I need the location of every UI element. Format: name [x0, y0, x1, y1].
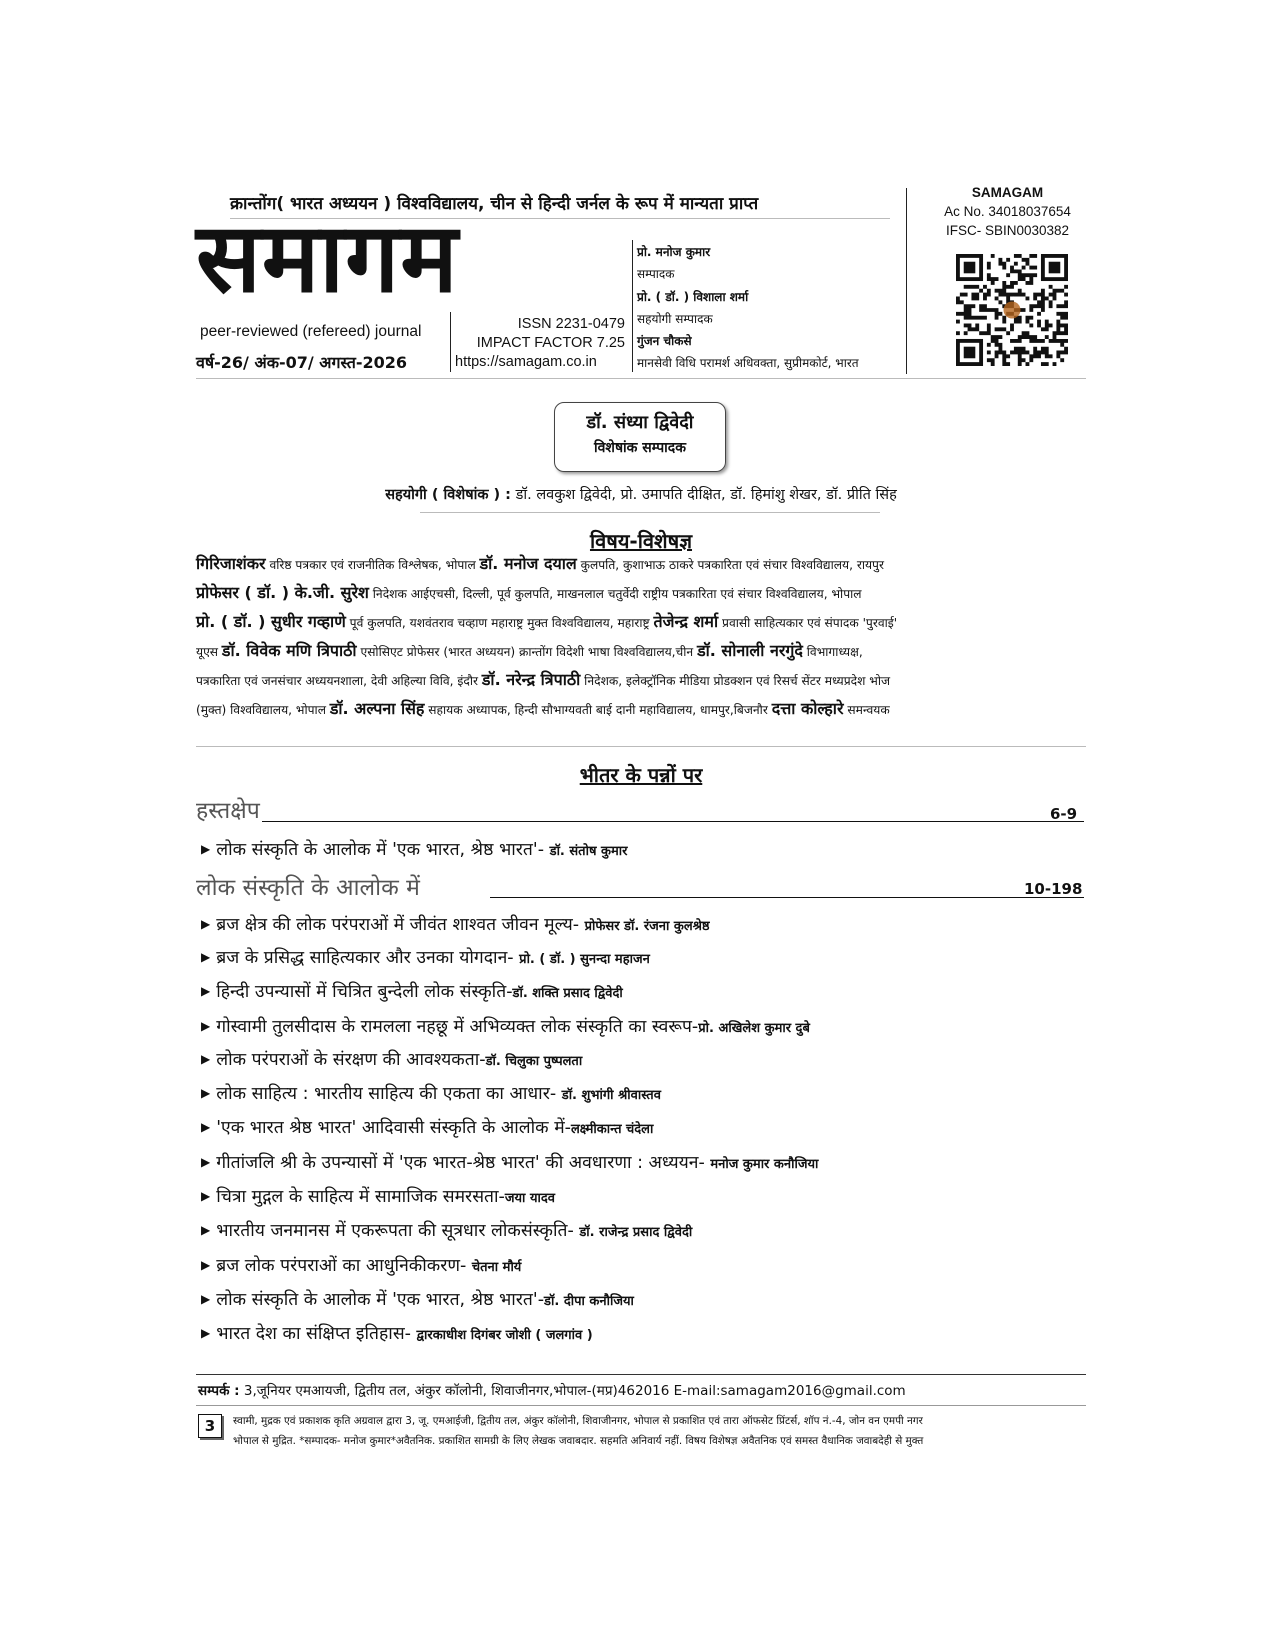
article-title: लोक परंपराओं के संरक्षण की आवश्यकता- [216, 1050, 486, 1070]
special-editor-name: डॉ. संध्या द्विवेदी [586, 412, 694, 433]
contact-address: 3,जूनियर एमआयजी, द्वितीय तल, अंकुर कॉलोनी, शिवाजीनगर,भोपाल-(मप्र)462016 E-mail:samagam2016@gmail.com [239, 1383, 906, 1399]
expert-description: निदेशक आईएचसी, दिल्ली, पूर्व कुलपति, माखनलाल चतुर्वेदी राष्ट्रीय पत्रकारिता एवं संचार विश्वविद्यालय, भोपाल [368, 587, 862, 601]
article-title: ब्रज लोक परंपराओं का आधुनिकीकरण- [216, 1256, 472, 1276]
bullet-triangle-icon: ▶ [201, 1223, 211, 1237]
website-url[interactable]: https://samagam.co.in [455, 354, 597, 370]
article-title: भारतीय जनमानस में एकरूपता की सूत्रधार लोकसंस्कृति- [216, 1221, 580, 1241]
advisor-name: गुंजन चौकसे [637, 334, 692, 349]
section-rule [262, 821, 1084, 822]
expert-name: डॉ. मनोज दयाल [479, 554, 577, 573]
toc-item [201, 979, 623, 1003]
toc-item [201, 1115, 653, 1139]
issn-number: ISSN 2231-0479 [517, 316, 625, 332]
expert-name: डॉ. अल्पना सिंह [329, 699, 425, 718]
toc-item [201, 1287, 634, 1311]
section-title: लोक संस्कृति के आलोक में [196, 875, 420, 901]
bullet-triangle-icon: ▶ [201, 1086, 211, 1100]
article-title: भारत देश का संक्षिप्त इतिहास- [216, 1324, 417, 1344]
bullet-triangle-icon: ▶ [201, 917, 211, 931]
expert-name: डॉ. सोनाली नरगुंदे [697, 641, 803, 660]
article-author: डॉ. दीपा कनौजिया [544, 1294, 634, 1309]
bullet-triangle-icon: ▶ [201, 1326, 211, 1340]
associates-label: सहयोगी ( विशेषांक ) : [385, 487, 511, 503]
bank-details [930, 183, 1085, 240]
article-author: डॉ. संतोष कुमार [549, 844, 628, 859]
contact-divider [196, 1374, 1086, 1375]
toc-item [201, 1047, 582, 1071]
bullet-triangle-icon: ▶ [201, 984, 211, 998]
article-title: हिन्दी उपन्यासों में चित्रित बुन्देली लोक संस्कृति- [216, 982, 513, 1002]
article-title: गोस्वामी तुलसीदास के रामलला नहछू में अभिव्यक्त लोक संस्कृति का स्वरूप- [216, 1017, 699, 1037]
assoc-editor-name: प्रो. ( डॉ. ) विशाला शर्मा [637, 289, 749, 304]
section-pages: 10-198 [1024, 880, 1083, 898]
imprint [233, 1411, 1088, 1451]
expert-description: पत्रकारिता एवं जनसंचार अध्ययनशाला, देवी अहिल्या विवि, इंदौर [196, 674, 482, 688]
toc-item [201, 1218, 692, 1242]
issue-info: वर्ष-26/ अंक-07/ अगस्त-2026 [196, 353, 408, 372]
issn-block [455, 315, 625, 372]
journal-tagline: peer-reviewed (refereed) journal [200, 323, 422, 340]
contents-heading: भीतर के पन्नों पर [579, 763, 703, 787]
footer-divider [196, 1405, 1086, 1406]
expert-description: सहायक अध्यापक, हिन्दी सौभाग्यवती बाई दानी महाविद्यालय, धामपुर,बिजनौर [424, 703, 772, 717]
editor-name: प्रो. मनोज कुमार [637, 245, 711, 259]
masthead-divider [632, 240, 633, 372]
expert-line [196, 607, 1086, 636]
toc-item [201, 1321, 593, 1345]
article-author: चेतना मौर्य [471, 1260, 522, 1275]
contact-label: सम्पर्क : [198, 1383, 240, 1399]
experts-divider [196, 746, 1086, 747]
expert-description: विभागाध्यक्ष, [802, 645, 863, 659]
article-author: प्रो. ( डॉ. ) सुनन्दा महाजन [519, 952, 650, 967]
bullet-triangle-icon: ▶ [201, 1120, 211, 1134]
expert-description: एसोसिएट प्रोफेसर (भारत अध्ययन) क्रान्तोंग विदेशी भाषा विश्वविद्यालय,चीन [356, 645, 698, 659]
bullet-triangle-icon: ▶ [201, 1292, 211, 1306]
section-rule [490, 897, 1084, 898]
bullet-triangle-icon: ▶ [201, 842, 211, 856]
article-author: डॉ. राजेन्द्र प्रसाद द्विवेदी [579, 1225, 693, 1240]
article-author: प्रो. अखिलेश कुमार दुबे [698, 1021, 810, 1036]
toc-item [201, 1014, 810, 1038]
expert-name: डॉ. विवेक मणि त्रिपाठी [221, 641, 357, 660]
assoc-editor-role: सहयोगी सम्पादक [637, 311, 713, 326]
article-title: लोक संस्कृति के आलोक में 'एक भारत, श्रेष्ठ भारत'- [216, 1290, 545, 1310]
toc-item [201, 1150, 818, 1174]
section-pages: 6-9 [1050, 805, 1078, 823]
expert-name: दत्ता कोल्हारे [771, 699, 844, 718]
expert-description: पूर्व कुलपति, यशवंतराव चव्हाण महाराष्ट्र मुक्त विश्वविद्यालय, महाराष्ट्र [345, 616, 654, 630]
expert-description: प्रवासी साहित्यकार एवं संपादक 'पुरवाई' [718, 616, 898, 630]
article-title: 'एक भारत श्रेष्ठ भारत' आदिवासी संस्कृति के आलोक में- [216, 1118, 571, 1138]
article-title: ब्रज के प्रसिद्ध साहित्यकार और उनका योगदान- [216, 948, 520, 968]
article-title: लोक साहित्य : भारतीय साहित्य की एकता का आधार- [216, 1084, 562, 1104]
expert-description: वरिष्ठ पत्रकार एवं राजनीतिक विश्लेषक, भोपाल [265, 558, 480, 572]
toc-item [201, 1184, 555, 1208]
expert-name: प्रो. ( डॉ. ) सुधीर गव्हाणे [196, 612, 346, 631]
expert-line [196, 636, 1086, 665]
expert-line [196, 694, 1086, 723]
article-author: डॉ. शुभांगी श्रीवास्तव [561, 1088, 661, 1103]
special-editor-box [554, 402, 726, 472]
expert-description: (मुक्त) विश्वविद्यालय, भोपाल [196, 703, 330, 717]
article-title: लोक संस्कृति के आलोक में 'एक भारत, श्रेष्ठ भारत'- [216, 840, 550, 860]
recognition-line: क्रान्तोंग( भारत अध्ययन ) विश्वविद्यालय, चीन से हिन्दी जर्नल के रूप में मान्यता प्राप्त [230, 194, 759, 214]
bullet-triangle-icon: ▶ [201, 1019, 211, 1033]
expert-name: तेजेन्द्र शर्मा [653, 612, 719, 631]
bank-ifsc: IFSC- SBIN0030382 [945, 223, 1070, 238]
imprint-line: स्वामी, मुद्रक एवं प्रकाशक कृति अग्रवाल द्वारा 3, जू. एमआईजी, द्वितीय तल, अंकुर कॉलोनी, शिवाजीनगर, भोपाल से प्रकाशित एवं तारा ऑफसेट प्रिंटर्स, शॉप नं.-4, जोन वन एमपी नगर [233, 1415, 923, 1427]
editor-role: सम्पादक [637, 267, 675, 282]
bullet-triangle-icon: ▶ [201, 950, 211, 964]
toc-item [201, 1081, 661, 1105]
bank-name: SAMAGAM [971, 185, 1044, 200]
experts-heading: विषय-विशेषज्ञ [589, 529, 693, 553]
editorial-board [637, 241, 859, 375]
associates-divider [420, 512, 880, 513]
toc-item [201, 912, 710, 936]
expert-description: निदेशक, इलेक्ट्रॉनिक मीडिया प्रोडक्शन एवं रिसर्च सेंटर मध्यप्रदेश भोज [580, 674, 891, 688]
article-author: डॉ. शक्ति प्रसाद द्विवेदी [512, 986, 623, 1001]
bullet-triangle-icon: ▶ [201, 1258, 211, 1272]
article-title: गीतांजलि श्री के उपन्यासों में 'एक भारत-श्रेष्ठ भारत' की अवधारणा : अध्ययन- [216, 1153, 711, 1173]
expert-name: गिरिजाशंकर [196, 554, 266, 573]
expert-line [196, 665, 1086, 694]
article-author: द्वारकाधीश दिगंबर जोशी ( जलगांव ) [416, 1328, 593, 1343]
journal-logo: समागम [196, 202, 459, 314]
advisor-role: मानसेवी विधि परामर्श अधिवक्ता, सुप्रीमकोर्ट, भारत [637, 356, 859, 371]
expert-description: समन्वयक [843, 703, 890, 717]
article-author: लक्ष्मीकान्त चंदेला [570, 1122, 654, 1137]
contact-line [198, 1381, 906, 1399]
expert-description: कुलपति, कुशाभाऊ ठाकरे पत्रकारिता एवं संचार विश्वविद्यालय, रायपुर [576, 558, 884, 572]
page-number: 3 [198, 1414, 222, 1438]
section-title: हस्तक्षेप [196, 798, 260, 824]
article-title: ब्रज क्षेत्र की लोक परंपराओं में जीवंत शाश्वत जीवन मूल्य- [216, 915, 585, 935]
article-author: मनोज कुमार कनौजिया [710, 1157, 819, 1172]
article-title: चित्रा मुद्गल के साहित्य में सामाजिक समरसता- [216, 1187, 505, 1207]
bullet-triangle-icon: ▶ [201, 1189, 211, 1203]
masthead-divider [906, 188, 907, 374]
qr-code-icon [956, 254, 1068, 366]
expert-line [196, 549, 1086, 578]
article-author: जया यादव [504, 1191, 555, 1206]
expert-description: यूएस [196, 645, 222, 659]
toc-item [201, 1253, 521, 1277]
expert-name: डॉ. नरेन्द्र त्रिपाठी [481, 670, 581, 689]
impact-factor: IMPACT FACTOR 7.25 [476, 335, 625, 351]
masthead-divider [450, 312, 451, 372]
expert-name: प्रोफेसर ( डॉ. ) के.जी. सुरेश [196, 583, 369, 602]
imprint-line: भोपाल से मुद्रित. *सम्पादक- मनोज कुमार*अवैतनिक. प्रकाशित सामग्री के लिए लेखक जवाबदार. सहमति अनिवार्य नहीं. विषय विशेषज्ञ अवैतनिक एवं समस्त वैधानिक जवाबदेही से मुक्त [233, 1435, 924, 1447]
article-author: प्रोफेसर डॉ. रंजना कुलश्रेष्ठ [584, 919, 710, 934]
bank-account: Ac No. 34018037654 [944, 204, 1071, 219]
article-author: डॉ. चिलुका पुष्पलता [485, 1054, 583, 1069]
expert-line [196, 578, 1086, 607]
bullet-triangle-icon: ▶ [201, 1052, 211, 1066]
associates-names: डॉ. लवकुश द्विवेदी, प्रो. उमापति दीक्षित, डॉ. हिमांशु शेखर, डॉ. प्रीति सिंह [510, 487, 897, 503]
bullet-triangle-icon: ▶ [201, 1155, 211, 1169]
special-associates [196, 484, 1086, 504]
toc-item [201, 945, 650, 969]
masthead-bottom-divider [196, 378, 1086, 379]
toc-item [201, 837, 627, 861]
special-editor-role: विशेषांक सम्पादक [594, 440, 686, 456]
